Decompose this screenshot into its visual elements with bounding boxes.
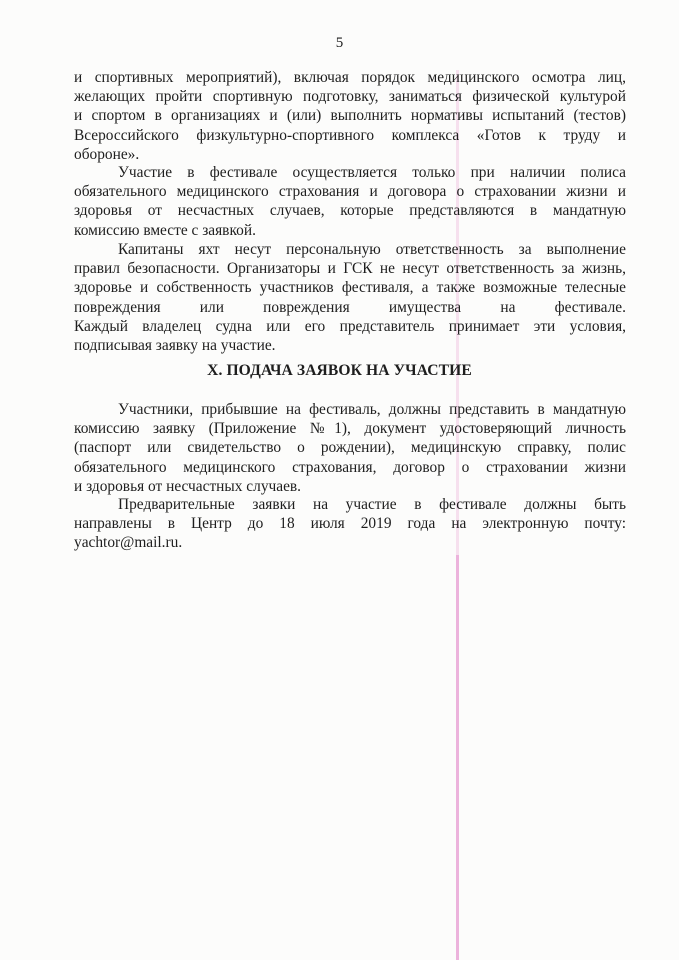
text-line: обязательного медицинского страхования и договора о страховании жизни и	[74, 183, 626, 201]
text-line: Каждый владелец судна или его представитель принимает эти условия,	[74, 317, 626, 335]
email-address: yachtor@mail.ru.	[74, 534, 183, 552]
text-line: и спортом в организациях и (или) выполнить нормативы испытаний (тестов)	[74, 107, 626, 125]
text-line: направлены в Центр до 18 июля 2019 года на электронную почту:	[74, 515, 626, 533]
text-line: здоровья от несчастных случаев, которые представляются в мандатную	[74, 202, 626, 220]
text-line: повреждения или повреждения имущества на фестивале.	[74, 298, 626, 316]
paragraph-preliminary-applications	[74, 495, 626, 553]
margin-mark	[456, 555, 459, 960]
text-line: и спортивных мероприятий), включая порядок медицинского осмотра лиц,	[74, 69, 626, 86]
text-line: комиссию вместе с заявкой.	[74, 221, 256, 239]
text-line: здоровье и собственность участников фестиваля, а также возможные телесные	[74, 279, 626, 297]
text-line: Всероссийского физкультурно-спортивного комплекса «Готов к труду и	[74, 126, 626, 144]
section-heading: X. ПОДАЧА ЗАЯВОК НА УЧАСТИЕ	[207, 362, 472, 379]
text-line: обязательного медицинского страхования, договор о страховании жизни	[74, 458, 626, 476]
text-line: правил безопасности. Организаторы и ГСК не несут ответственность за жизнь,	[74, 260, 626, 278]
text-line: и здоровья от несчастных случаев.	[74, 477, 302, 495]
text-line: желающих пройти спортивную подготовку, заниматься физической культурой	[74, 88, 626, 106]
text-line: Капитаны яхт несут персональную ответственность за выполнение	[118, 241, 626, 258]
text-line: подписывая заявку на участие.	[74, 336, 276, 354]
paragraph-insurance	[74, 163, 626, 240]
paragraph-application-docs	[74, 400, 626, 496]
text-line: обороне».	[74, 145, 140, 163]
paragraph-responsibility	[74, 240, 626, 355]
text-line: Участие в фестивале осуществляется только при наличии полиса	[118, 164, 626, 181]
text-line: комиссию заявку (Приложение №1), документ удостоверяющий личность	[74, 420, 626, 438]
text-line: Участники, прибывшие на фестиваль, должны представить в мандатную	[118, 401, 626, 418]
paragraph-medical-rules	[74, 68, 626, 164]
page-number: 5	[335, 35, 344, 51]
text-line: Предварительные заявки на участие в фестивале должны быть	[118, 496, 626, 513]
text-line: (паспорт или свидетельство о рождении), медицинскую справку, полис	[74, 439, 626, 457]
